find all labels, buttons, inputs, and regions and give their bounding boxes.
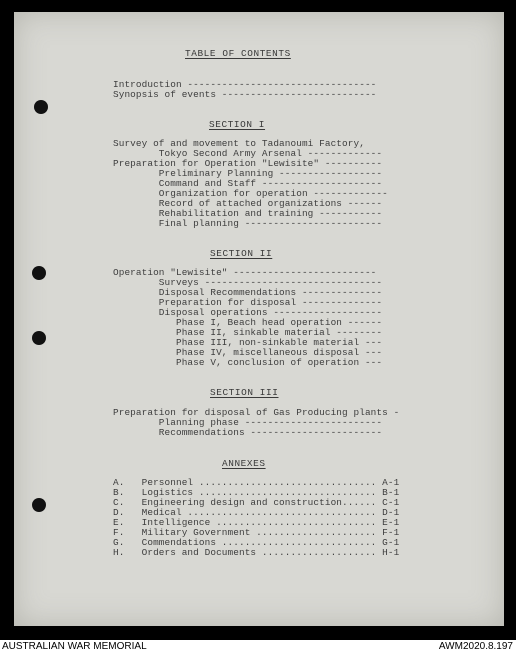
document-page bbox=[14, 12, 504, 626]
toc-line: Preparation for disposal -------------- bbox=[113, 297, 383, 308]
toc-line: Synopsis of events --------------------------- bbox=[113, 89, 377, 100]
annex-line: E. Intelligence ............................ E-1 bbox=[113, 517, 400, 528]
archive-name: AUSTRALIAN WAR MEMORIAL bbox=[2, 641, 147, 652]
archive-reference: AWM2020.8.197 bbox=[438, 641, 513, 652]
toc-line: Disposal operations ------------------- bbox=[113, 307, 383, 318]
toc-line: Introduction --------------------------------- bbox=[113, 79, 377, 90]
annexes-heading: ANNEXES bbox=[222, 458, 266, 469]
document-title: TABLE OF CONTENTS bbox=[185, 48, 291, 59]
annex-line: C. Engineering design and construction...... C-1 bbox=[113, 497, 400, 508]
toc-line: Rehabilitation and training ----------- bbox=[113, 208, 383, 219]
annex-line: H. Orders and Documents .................... H-1 bbox=[113, 547, 400, 558]
toc-line: Preparation for Operation "Lewisite" ---------- bbox=[113, 158, 383, 169]
punch-hole bbox=[32, 331, 46, 345]
annex-line: D. Medical ................................. D-1 bbox=[113, 507, 400, 518]
annex-line: F. Military Government ..................... F-1 bbox=[113, 527, 400, 538]
toc-line: Operation "Lewisite" ------------------------- bbox=[113, 267, 377, 278]
annex-line: B. Logistics ............................... B-1 bbox=[113, 487, 400, 498]
punch-hole bbox=[32, 498, 46, 512]
toc-line: Final planning ------------------------ bbox=[113, 218, 383, 229]
toc-line: Phase IV, miscellaneous disposal --- bbox=[113, 347, 383, 358]
toc-line: Disposal Recommendations -------------- bbox=[113, 287, 383, 298]
punch-hole bbox=[34, 100, 48, 114]
section-heading: SECTION III bbox=[210, 387, 279, 398]
toc-line: Phase V, conclusion of operation --- bbox=[113, 357, 383, 368]
archive-footer bbox=[0, 640, 516, 653]
toc-line: Command and Staff --------------------- bbox=[113, 178, 383, 189]
annex-line: A. Personnel ............................... A-1 bbox=[113, 477, 400, 488]
toc-line: Surveys ------------------------------- bbox=[113, 277, 383, 288]
toc-line: Recommendations ----------------------- bbox=[113, 427, 383, 438]
toc-line: Preparation for disposal of Gas Producing plants - bbox=[113, 407, 400, 418]
annex-line: G. Commendations ........................... G-1 bbox=[113, 537, 400, 548]
toc-line: Survey of and movement to Tadanoumi Factory, bbox=[113, 138, 365, 149]
toc-line: Preliminary Planning ------------------ bbox=[113, 168, 383, 179]
toc-line: Planning phase ------------------------ bbox=[113, 417, 383, 428]
toc-line: Record of attached organizations ------ bbox=[113, 198, 383, 209]
toc-line: Phase II, sinkable material -------- bbox=[113, 327, 383, 338]
toc-line: Tokyo Second Army Arsenal ------------- bbox=[113, 148, 383, 159]
toc-line: Organization for operation ------------- bbox=[113, 188, 388, 199]
toc-line: Phase I, Beach head operation ------ bbox=[113, 317, 383, 328]
punch-hole bbox=[32, 266, 46, 280]
section-heading: SECTION I bbox=[209, 119, 266, 130]
section-heading: SECTION II bbox=[210, 248, 273, 259]
toc-line: Phase III, non-sinkable material --- bbox=[113, 337, 383, 348]
